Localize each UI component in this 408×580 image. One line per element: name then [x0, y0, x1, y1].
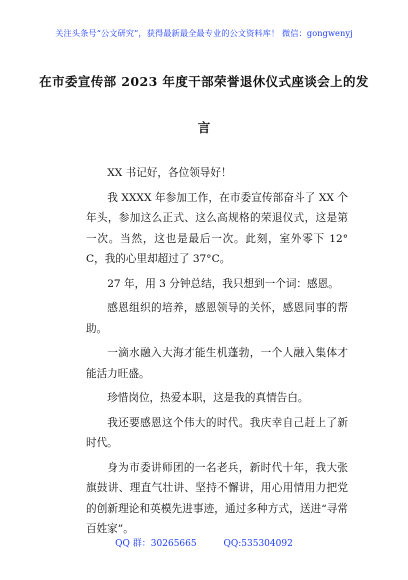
paragraph-collective: 一滴水融入大海才能生机蓬勃，一个人融入集体才能活力旺盛。: [86, 347, 348, 380]
paragraph-lecturer: 身为市委讲师团的一名老兵，新时代十年，我大张旗鼓讲、理直气壮讲、坚持不懈讲，用心用情用力把党的创新理论和英模先进事迹，通过多种方式，送进“寻常百姓家”。: [86, 461, 348, 535]
footer-qq: QQ:535304092: [223, 539, 293, 549]
footer-qq-group: QQ 群：30265665: [115, 539, 197, 549]
header-banner: 关注头条号“公文研究”，获得最新最全最专业的公文资料库！ 微信：gongwenyj: [55, 28, 353, 38]
paragraph-devotion: 珍惜岗位，热爱本职，这是我的真情告白。: [107, 392, 309, 404]
footer-contact: [0, 536, 408, 549]
paragraph-greeting: XX 书记好，各位领导好！: [107, 167, 232, 179]
document-body: [86, 163, 348, 544]
document-title-line-2: 言: [197, 120, 211, 135]
paragraph-gratitude: 27 年，用 3 分钟总结，我只想到一个词：感恩。: [107, 277, 339, 290]
paragraph-thanks: 感恩组织的培养，感恩领导的关怀，感恩同事的帮助。: [86, 302, 348, 335]
document-title-line-1: 在市委宣传部 2023 年度干部荣誉退休仪式座谈会上的发: [39, 74, 369, 89]
paragraph-era: 我还要感恩这个伟大的时代。我庆幸自己赶上了新时代。: [86, 416, 348, 449]
paragraph-career: 我 XXXX 年参加工作，在市委宣传部奋斗了 XX 个年头，参加这么正式、这么高规格的荣退仪式，这是第一次。当然，这也是最后一次。此刻，室外零下 12°C，我的心里却超过了 37°C。: [86, 191, 348, 265]
